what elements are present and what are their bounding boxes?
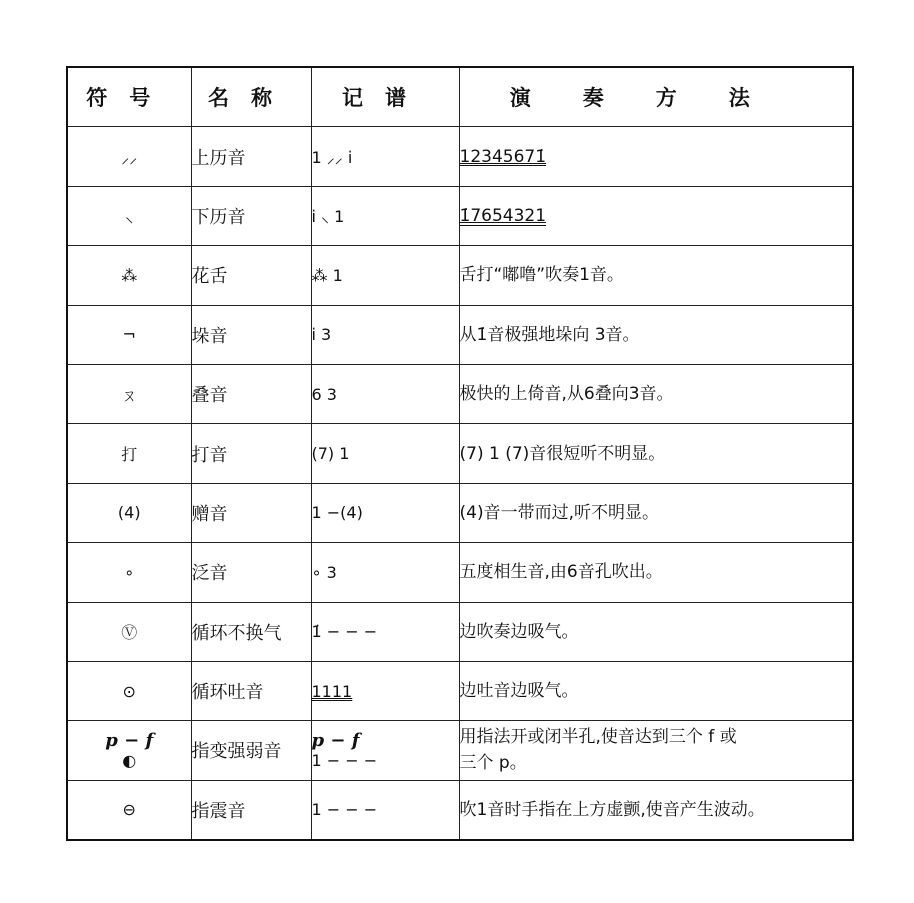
name-cell [191, 186, 311, 245]
symbol-cell: (4) [67, 483, 191, 542]
symbol-cell: ㄡ [67, 364, 191, 423]
method-text: 1̇7654321 [459, 205, 547, 226]
name-text: 指变强弱音 [191, 741, 282, 763]
symbol-cell: ⁂ [67, 246, 191, 305]
table-row [67, 543, 853, 602]
table-row [67, 661, 853, 720]
table-row [67, 483, 853, 542]
name-text: 循环不换气 [191, 622, 282, 644]
method-cell: 边吐音边吸气。 [459, 661, 853, 720]
method-cell [459, 721, 853, 780]
name-text: 花舌 [191, 266, 228, 288]
table-row [67, 186, 853, 245]
symbol-cell: Ⓥ [67, 602, 191, 661]
method-text: 12345671̇ [459, 146, 547, 167]
name-cell [191, 305, 311, 364]
method-cell: 从1̇音极强地垛向 3音。 [459, 305, 853, 364]
header-symbol: 符号 [67, 67, 191, 127]
symbol-cell: ∘ [67, 543, 191, 602]
header-method: 演奏方法 [459, 67, 853, 127]
name-text: 打音 [191, 444, 228, 466]
name-text: 赠音 [191, 503, 228, 525]
notation-cell: ∘ 3 [311, 543, 459, 602]
table-row [67, 424, 853, 483]
header-notation: 记谱 [311, 67, 459, 127]
name-cell [191, 543, 311, 602]
half-hole-icon: ◐ [122, 751, 137, 771]
notation-cell [311, 721, 459, 780]
method-line-1: 用指法开或闭半孔,使音达到三个 f 或 [459, 727, 737, 748]
table-row [67, 246, 853, 305]
table-row [67, 602, 853, 661]
symbol-cell: ⸝⸝ [67, 127, 191, 186]
method-cell: 五度相生音,由6音孔吹出。 [459, 543, 853, 602]
table-row [67, 721, 853, 780]
name-cell [191, 661, 311, 720]
symbol-dynamics: p − f [105, 730, 154, 752]
symbol-cell: 打 [67, 424, 191, 483]
symbol-cell: ⊙ [67, 661, 191, 720]
notation-cell: ⁂ 1 [311, 246, 459, 305]
method-line-2: 三个 p。 [459, 753, 527, 774]
name-cell [191, 483, 311, 542]
method-cell: 边吹奏边吸气。 [459, 602, 853, 661]
name-text: 叠音 [191, 385, 228, 407]
name-cell [191, 246, 311, 305]
notation-line: 1 − − − [311, 751, 378, 771]
name-cell [191, 127, 311, 186]
name-cell [191, 721, 311, 780]
notation-cell: 1 ⸝⸝ i̇ [311, 127, 459, 186]
name-cell [191, 424, 311, 483]
table-row [67, 127, 853, 186]
notation-cell: 1 −(4) [311, 483, 459, 542]
method-cell [459, 186, 853, 245]
name-text: 循环吐音 [191, 682, 264, 704]
name-text: 泛音 [191, 563, 228, 585]
name-text: 指震音 [191, 800, 246, 822]
method-cell: (7) 1 (7)音很短听不明显。 [459, 424, 853, 483]
notation-cell: i̇ 3 [311, 305, 459, 364]
notation-cell: i̇ ⸜ 1 [311, 186, 459, 245]
symbol-cell: ⸜ [67, 186, 191, 245]
method-cell: 吹1音时手指在上方虚颤,使音产生波动。 [459, 780, 853, 840]
symbol-cell: ⊖ [67, 780, 191, 840]
notation-cell: 1 − − − [311, 780, 459, 840]
notation-cell [311, 661, 459, 720]
header-row [67, 67, 853, 127]
notation-text: 1111 [311, 681, 353, 701]
name-cell [191, 602, 311, 661]
name-text: 下历音 [191, 206, 246, 228]
name-cell [191, 780, 311, 840]
method-cell: 舌打“嘟噜”吹奏1音。 [459, 246, 853, 305]
notation-table [66, 66, 854, 841]
name-text: 垛音 [191, 325, 228, 347]
method-cell: 极快的上倚音,从6叠向3音。 [459, 364, 853, 423]
name-cell [191, 364, 311, 423]
method-cell: (4)音一带而过,听不明显。 [459, 483, 853, 542]
notation-cell: (7) 1 [311, 424, 459, 483]
method-cell [459, 127, 853, 186]
symbol-cell: ¬ [67, 305, 191, 364]
table-row [67, 364, 853, 423]
header-name: 名称 [191, 67, 311, 127]
table-row [67, 780, 853, 840]
notation-cell: 6 3 [311, 364, 459, 423]
notation-dynamics: p − f [311, 730, 360, 752]
table-row [67, 305, 853, 364]
name-text: 上历音 [191, 147, 246, 169]
symbol-cell [67, 721, 191, 780]
notation-cell: 1̇ − − − [311, 602, 459, 661]
